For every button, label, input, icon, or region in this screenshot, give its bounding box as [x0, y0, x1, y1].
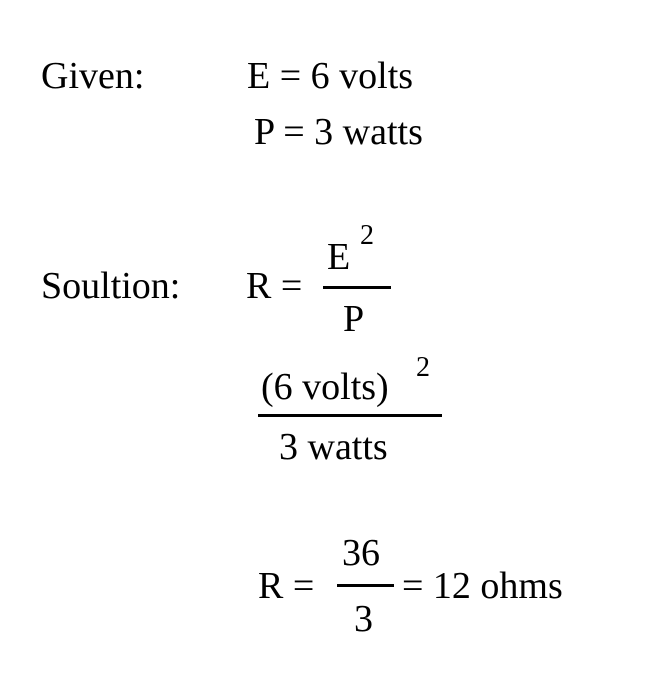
result-fraction-bar — [337, 584, 394, 587]
formula-lhs: R = — [246, 265, 303, 307]
formula-denominator: P — [343, 298, 365, 340]
result-numerator: 36 — [342, 532, 380, 574]
result-lhs: R = — [258, 565, 315, 607]
formula-numerator-base: E — [327, 236, 351, 278]
substitution-denominator: 3 watts — [279, 426, 388, 468]
substitution-fraction-bar — [258, 414, 442, 417]
formula-fraction-bar — [323, 286, 391, 289]
result-denominator: 3 — [354, 598, 373, 640]
given-power: P = 3 watts — [254, 111, 423, 153]
substitution-numerator: (6 volts) — [261, 366, 389, 408]
substitution-numerator-exponent: 2 — [416, 352, 430, 383]
solution-label: Soultion: — [41, 265, 181, 307]
result-rhs: = 12 ohms — [402, 565, 563, 607]
given-voltage: E = 6 volts — [247, 55, 414, 97]
formula-numerator-exponent: 2 — [360, 220, 374, 251]
given-label: Given: — [41, 55, 145, 97]
